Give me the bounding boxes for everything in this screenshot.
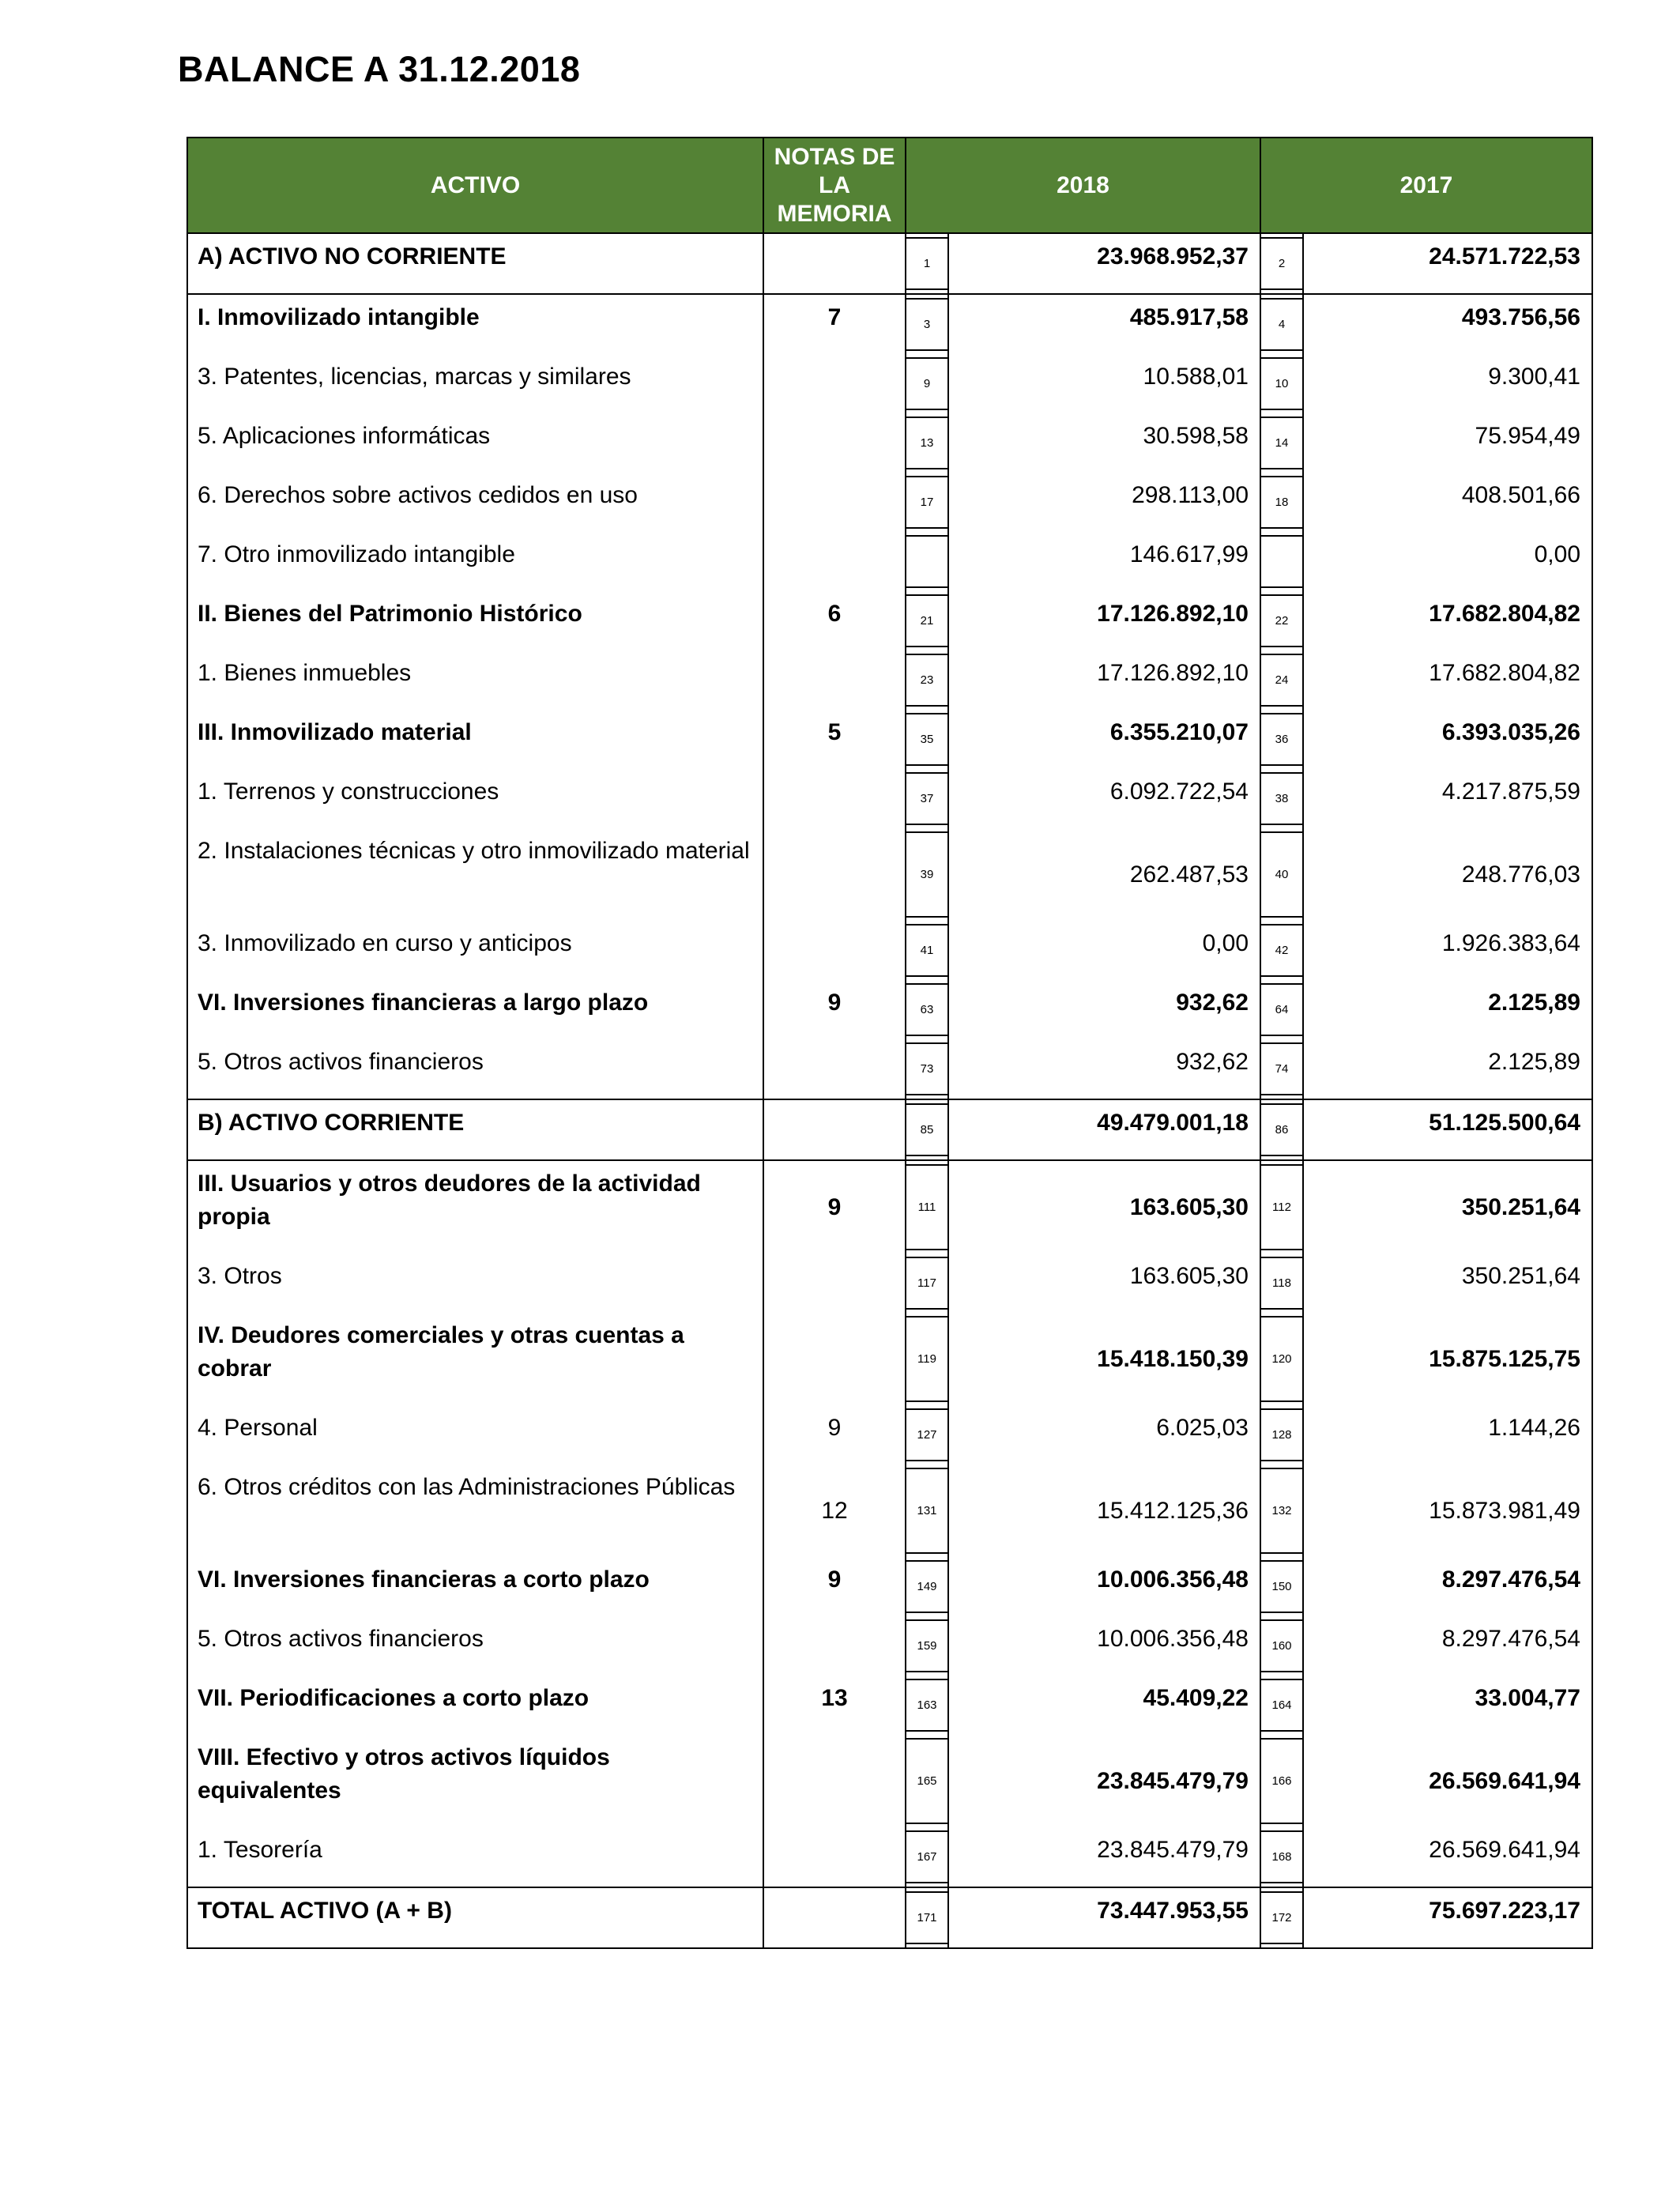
code-box-2018: 163 [905, 1679, 949, 1732]
row-code-2017 [1260, 828, 1303, 921]
code-box-2017: 38 [1260, 772, 1304, 825]
row-code-2017 [1260, 980, 1303, 1039]
table-row [187, 1827, 1592, 1887]
row-code-2018 [906, 413, 948, 473]
header-2018: 2018 [906, 138, 1260, 233]
code-box-2018: 119 [905, 1316, 949, 1402]
row-value-2017: 6.393.035,26 [1303, 710, 1592, 769]
row-code-2017 [1260, 1735, 1303, 1827]
row-label: VI. Inversiones financieras a largo plazo [187, 980, 763, 1039]
code-box-2018: 1 [905, 237, 949, 290]
code-box-2017: 74 [1260, 1042, 1304, 1095]
row-notas [763, 921, 906, 980]
row-code-2018 [906, 1557, 948, 1616]
row-notas: 9 [763, 1160, 906, 1253]
row-code-2017 [1260, 1557, 1303, 1616]
row-code-2018 [906, 1676, 948, 1735]
table-row [187, 294, 1592, 354]
code-box-2018: 159 [905, 1619, 949, 1672]
row-label: I. Inmovilizado intangible [187, 294, 763, 354]
table-row [187, 921, 1592, 980]
row-label: 1. Bienes inmuebles [187, 650, 763, 710]
row-code-2017 [1260, 1887, 1303, 1948]
code-box-2018: 63 [905, 983, 949, 1036]
code-box-2017: 172 [1260, 1891, 1304, 1944]
row-value-2018: 49.479.001,18 [948, 1099, 1260, 1160]
row-notas [763, 233, 906, 294]
row-value-2017: 9.300,41 [1303, 354, 1592, 413]
row-code-2018 [906, 354, 948, 413]
row-code-2017 [1260, 1039, 1303, 1099]
code-box-2017: 118 [1260, 1257, 1304, 1310]
header-2017: 2017 [1260, 138, 1592, 233]
code-box-2017: 120 [1260, 1316, 1304, 1402]
row-code-2017 [1260, 921, 1303, 980]
row-value-2017: 8.297.476,54 [1303, 1616, 1592, 1676]
table-row [187, 1465, 1592, 1557]
row-code-2017 [1260, 532, 1303, 591]
row-value-2018: 932,62 [1176, 990, 1249, 1016]
row-label: 1. Tesorería [187, 1827, 763, 1887]
code-box-2018: 171 [905, 1891, 949, 1944]
table-header-row [187, 138, 1592, 233]
code-box-2018: 35 [905, 713, 949, 766]
row-code-2017 [1260, 1313, 1303, 1405]
row-code-2018 [906, 1887, 948, 1948]
row-value-2018: 10.588,01 [1143, 364, 1249, 390]
row-label: 5. Otros activos financieros [187, 1039, 763, 1099]
code-box-2017: 160 [1260, 1619, 1304, 1672]
table-row [187, 1160, 1592, 1253]
table-row [187, 1676, 1592, 1735]
row-label: VIII. Efectivo y otros activos líquidos equivalentes [187, 1735, 763, 1827]
header-activo: ACTIVO [187, 138, 763, 233]
code-box-2017: 18 [1260, 476, 1304, 529]
row-label: A) ACTIVO NO CORRIENTE [187, 233, 763, 294]
table-row [187, 650, 1592, 710]
code-box-2018: 13 [905, 417, 949, 469]
table-row [187, 1735, 1592, 1827]
row-code-2018 [906, 921, 948, 980]
row-notas [763, 532, 906, 591]
row-value-2017: 26.569.641,94 [1303, 1735, 1592, 1827]
row-code-2018 [906, 828, 948, 921]
row-code-2017 [1260, 1253, 1303, 1313]
row-value-2018: 30.598,58 [1143, 423, 1249, 449]
row-value-2018: 163.605,30 [948, 1160, 1260, 1253]
row-code-2018 [906, 591, 948, 650]
row-code-2018 [906, 473, 948, 532]
code-box-2018: 167 [905, 1830, 949, 1883]
code-box-2017: 166 [1260, 1738, 1304, 1824]
row-code-2018 [906, 769, 948, 828]
row-value-2017: 0,00 [1303, 532, 1592, 591]
code-box-2017: 150 [1260, 1560, 1304, 1613]
row-label: 5. Aplicaciones informáticas [187, 413, 763, 473]
row-label: 3. Otros [187, 1253, 763, 1313]
row-label: B) ACTIVO CORRIENTE [187, 1099, 763, 1160]
row-code-2017 [1260, 354, 1303, 413]
row-value-2018: 23.845.479,79 [1097, 1837, 1249, 1863]
row-value-2018: 17.126.892,10 [1097, 601, 1249, 627]
row-notas: 13 [763, 1676, 906, 1735]
code-box-2018: 39 [905, 831, 949, 918]
row-code-2017 [1260, 1099, 1303, 1160]
code-box-2018: 117 [905, 1257, 949, 1310]
row-value-2017: 350.251,64 [1303, 1160, 1592, 1253]
code-box-2017: 112 [1260, 1164, 1304, 1250]
row-code-2018 [906, 1735, 948, 1827]
row-value-2017: 26.569.641,94 [1303, 1827, 1592, 1887]
row-label: 7. Otro inmovilizado intangible [187, 532, 763, 591]
row-notas: 5 [763, 710, 906, 769]
row-code-2017 [1260, 1160, 1303, 1253]
row-value-2017: 408.501,66 [1303, 473, 1592, 532]
row-value-2017: 33.004,77 [1303, 1676, 1592, 1735]
row-notas [763, 1313, 906, 1405]
row-notas [763, 413, 906, 473]
row-value-2017: 17.682.804,82 [1303, 650, 1592, 710]
row-value-2018: 23.845.479,79 [1097, 1767, 1249, 1794]
row-notas: 7 [763, 294, 906, 354]
row-code-2018 [906, 294, 948, 354]
code-box-2018 [905, 535, 949, 588]
row-label: IV. Deudores comerciales y otras cuentas a cobrar [187, 1313, 763, 1405]
code-box-2018: 165 [905, 1738, 949, 1824]
row-value-2017: 51.125.500,64 [1303, 1099, 1592, 1160]
code-box-2018: 111 [905, 1164, 949, 1250]
row-notas [763, 1099, 906, 1160]
row-label: 3. Inmovilizado en curso y anticipos [187, 921, 763, 980]
row-notas [763, 769, 906, 828]
code-box-2017: 132 [1260, 1468, 1304, 1554]
row-label: VI. Inversiones financieras a corto plazo [187, 1557, 763, 1616]
table-body [187, 233, 1592, 1948]
code-box-2017: 2 [1260, 237, 1304, 290]
row-notas [763, 1616, 906, 1676]
row-label: 6. Otros créditos con las Administraciones Públicas [187, 1465, 763, 1557]
row-value-2017: 1.144,26 [1303, 1405, 1592, 1465]
row-code-2018 [906, 233, 948, 294]
row-label: 5. Otros activos financieros [187, 1616, 763, 1676]
code-box-2017: 64 [1260, 983, 1304, 1036]
row-code-2018 [906, 980, 948, 1039]
code-box-2018: 149 [905, 1560, 949, 1613]
row-value-2017: 2.125,89 [1303, 1039, 1592, 1099]
row-value-2018: 146.617,99 [1129, 541, 1249, 567]
row-code-2017 [1260, 769, 1303, 828]
row-value-2018: 932,62 [1176, 1049, 1249, 1075]
code-box-2018: 41 [905, 924, 949, 977]
code-box-2018: 127 [905, 1408, 949, 1461]
row-label: III. Usuarios y otros deudores de la actividad propia [187, 1160, 763, 1253]
row-code-2018 [906, 650, 948, 710]
row-value-2017: 15.873.981,49 [1303, 1465, 1592, 1557]
table-row [187, 980, 1592, 1039]
row-value-2018: 298.113,00 [1132, 482, 1249, 508]
row-code-2018 [906, 1313, 948, 1405]
row-code-2018 [906, 1160, 948, 1253]
table-row [187, 769, 1592, 828]
row-notas [763, 1887, 906, 1948]
row-value-2018: 163.605,30 [1129, 1263, 1249, 1289]
row-code-2018 [906, 710, 948, 769]
code-box-2017: 4 [1260, 298, 1304, 351]
row-code-2018 [906, 1827, 948, 1887]
row-code-2017 [1260, 1676, 1303, 1735]
code-box-2017: 86 [1260, 1103, 1304, 1156]
row-notas: 9 [763, 1557, 906, 1616]
table-row [187, 1039, 1592, 1099]
code-box-2017: 168 [1260, 1830, 1304, 1883]
code-box-2017 [1260, 535, 1304, 588]
row-value-2017: 248.776,03 [1303, 828, 1592, 921]
table-row [187, 233, 1592, 294]
row-label: II. Bienes del Patrimonio Histórico [187, 591, 763, 650]
row-code-2017 [1260, 1827, 1303, 1887]
row-notas: 9 [763, 1405, 906, 1465]
code-box-2018: 85 [905, 1103, 949, 1156]
row-code-2017 [1260, 1616, 1303, 1676]
table-row [187, 532, 1592, 591]
row-code-2017 [1260, 233, 1303, 294]
code-box-2018: 73 [905, 1042, 949, 1095]
code-box-2017: 36 [1260, 713, 1304, 766]
row-code-2017 [1260, 294, 1303, 354]
table-row [187, 710, 1592, 769]
code-box-2017: 128 [1260, 1408, 1304, 1461]
page-title: BALANCE A 31.12.2018 [178, 49, 581, 89]
row-value-2018: 73.447.953,55 [948, 1887, 1260, 1948]
row-value-2017: 8.297.476,54 [1303, 1557, 1592, 1616]
row-notas [763, 473, 906, 532]
row-code-2018 [906, 1253, 948, 1313]
row-notas: 9 [763, 980, 906, 1039]
table-row [187, 1557, 1592, 1616]
code-box-2017: 10 [1260, 357, 1304, 410]
code-box-2017: 164 [1260, 1679, 1304, 1732]
row-value-2017: 1.926.383,64 [1303, 921, 1592, 980]
code-box-2018: 3 [905, 298, 949, 351]
row-value-2018: 10.006.356,48 [1097, 1566, 1249, 1593]
row-code-2018 [906, 1405, 948, 1465]
row-code-2018 [906, 532, 948, 591]
code-box-2017: 24 [1260, 654, 1304, 707]
code-box-2018: 9 [905, 357, 949, 410]
row-code-2017 [1260, 710, 1303, 769]
row-value-2017: 75.697.223,17 [1303, 1887, 1592, 1948]
table-row [187, 1405, 1592, 1465]
row-code-2017 [1260, 1405, 1303, 1465]
row-value-2018: 262.487,53 [1129, 861, 1249, 888]
table-row [187, 473, 1592, 532]
code-box-2018: 21 [905, 594, 949, 647]
row-value-2017: 17.682.804,82 [1303, 591, 1592, 650]
table-row [187, 354, 1592, 413]
code-box-2017: 14 [1260, 417, 1304, 469]
row-notas [763, 650, 906, 710]
code-box-2018: 17 [905, 476, 949, 529]
table-row [187, 1887, 1592, 1948]
row-label: 1. Terrenos y construcciones [187, 769, 763, 828]
code-box-2018: 131 [905, 1468, 949, 1554]
row-label: 4. Personal [187, 1405, 763, 1465]
row-code-2017 [1260, 413, 1303, 473]
code-box-2018: 37 [905, 772, 949, 825]
row-code-2018 [906, 1039, 948, 1099]
table-row [187, 828, 1592, 921]
code-box-2017: 22 [1260, 594, 1304, 647]
row-value-2018: 10.006.356,48 [1097, 1626, 1249, 1652]
row-value-2018: 15.412.125,36 [1097, 1497, 1249, 1524]
row-code-2017 [1260, 591, 1303, 650]
table-row [187, 1616, 1592, 1676]
row-label: 3. Patentes, licencias, marcas y similares [187, 354, 763, 413]
table-row [187, 1253, 1592, 1313]
row-value-2017: 15.875.125,75 [1303, 1313, 1592, 1405]
row-notas: 6 [763, 591, 906, 650]
row-value-2018: 485.917,58 [948, 294, 1260, 354]
row-value-2018: 6.025,03 [1156, 1415, 1249, 1441]
row-value-2017: 4.217.875,59 [1303, 769, 1592, 828]
row-code-2017 [1260, 650, 1303, 710]
table-row [187, 413, 1592, 473]
row-notas [763, 354, 906, 413]
table-row [187, 591, 1592, 650]
row-value-2018: 17.126.892,10 [1097, 660, 1249, 686]
row-notas: 12 [763, 1465, 906, 1557]
row-value-2018: 15.418.150,39 [1097, 1345, 1249, 1372]
row-value-2017: 493.756,56 [1303, 294, 1592, 354]
row-value-2018: 23.968.952,37 [948, 233, 1260, 294]
row-value-2017: 24.571.722,53 [1303, 233, 1592, 294]
row-label: III. Inmovilizado material [187, 710, 763, 769]
header-notas: NOTAS DE LA MEMORIA [763, 138, 906, 233]
row-value-2017: 350.251,64 [1303, 1253, 1592, 1313]
row-notas [763, 1253, 906, 1313]
row-code-2018 [906, 1465, 948, 1557]
row-label: VII. Periodificaciones a corto plazo [187, 1676, 763, 1735]
row-code-2017 [1260, 473, 1303, 532]
code-box-2018: 23 [905, 654, 949, 707]
row-value-2017: 75.954,49 [1303, 413, 1592, 473]
code-box-2017: 40 [1260, 831, 1304, 918]
row-value-2018: 6.092.722,54 [1109, 778, 1249, 805]
code-box-2017: 42 [1260, 924, 1304, 977]
row-code-2018 [906, 1616, 948, 1676]
row-code-2018 [906, 1099, 948, 1160]
row-label: 2. Instalaciones técnicas y otro inmovilizado material [187, 828, 763, 921]
row-label: 6. Derechos sobre activos cedidos en uso [187, 473, 763, 532]
row-label: TOTAL ACTIVO (A + B) [187, 1887, 763, 1948]
row-notas [763, 1827, 906, 1887]
row-notas [763, 1039, 906, 1099]
table-row [187, 1099, 1592, 1160]
row-notas [763, 1735, 906, 1827]
table-row [187, 1313, 1592, 1405]
row-value-2018: 6.355.210,07 [1109, 719, 1249, 745]
row-value-2018: 0,00 [1202, 930, 1249, 956]
row-value-2017: 2.125,89 [1303, 980, 1592, 1039]
row-value-2018: 45.409,22 [1143, 1685, 1249, 1711]
balance-table [186, 137, 1593, 1949]
row-code-2017 [1260, 1465, 1303, 1557]
row-notas [763, 828, 906, 921]
